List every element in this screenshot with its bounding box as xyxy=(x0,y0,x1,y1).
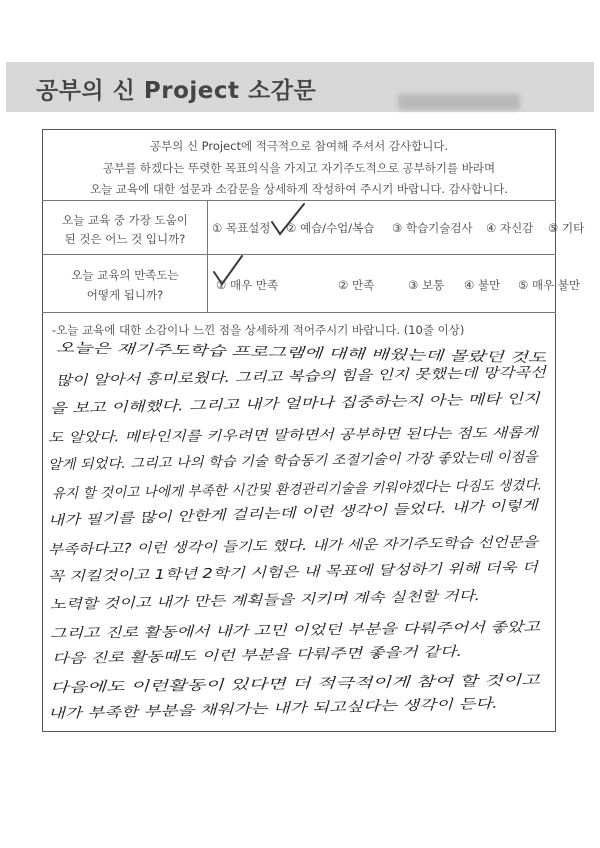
option-3[interactable]: ③ 학습기술검사 xyxy=(392,221,473,235)
essay-line-11: 그리고 진로 활동에서 내가 고민 이었던 부분을 다뤄주어서 좋았고 xyxy=(49,620,437,642)
option-4[interactable]: ④ 자신감 xyxy=(486,221,534,235)
option-2[interactable]: ② 예습/수업/복습 xyxy=(286,221,375,235)
check-mark-icon xyxy=(208,252,248,292)
essay-line-7: 내가 필기를 많이 안한게 걸리는데 이런 생각이 들었다. 내가 이렇게 xyxy=(47,500,443,529)
essay-line-4: 도 알았다. 메타인지를 키우려면 말하면서 공부하면 된다는 점도 새롭게 xyxy=(47,425,465,446)
essay-line-3: 을 보고 이해했다. 그리고 내가 얼마나 집중하는지 아는 메타 인지 xyxy=(49,393,432,417)
essay-line-1: 오늘은 재기주도학습 프로그램에 대해 배웠는데 몰랐던 것도 xyxy=(55,340,408,364)
option-5[interactable]: ⑤ 매우 불만 xyxy=(518,278,581,292)
intro-line-2: 공부를 하겠다는 뚜렷한 목표의식을 가지고 자기주도적으로 공부하기를 바라며 xyxy=(102,161,496,175)
essay-line-2: 많이 알아서 흥미로웠다. 그리고 복습의 힘을 인지 못했는데 망각곡선 xyxy=(55,365,460,389)
essay-prompt: -오늘 교육에 대한 소감이나 느낀 점을 상세하게 적어주시기 바랍니다. (10줄 이상) xyxy=(52,323,465,337)
essay-line-9: 꼭 지킬것이고 1학년 2학기 시험은 내 목표에 달성하기 위해 더욱 더 xyxy=(47,561,448,585)
option-1[interactable]: ① 목표설정 xyxy=(212,221,271,235)
essay-line-5: 알게 되었다. 그리고 나의 학습 기술 학습동기 조절기술이 가장 좋았는데 이점을 xyxy=(47,449,513,473)
option-3[interactable]: ③ 보통 xyxy=(408,278,445,292)
essay-line-6: 유지 할 것이고 나에게 부족한 시간및 환경관리기술을 키워야겠다는 다짐도 생겼다. xyxy=(51,477,539,502)
essay-line-12: 다음 진로 활동때도 이런 부분을 다뤄주면 좋을거 같다. xyxy=(51,645,374,667)
intro-line-3: 오늘 교육에 대한 설문과 소감문을 상세하게 작성하여 주시기 바랍니다. 감사합니다. xyxy=(90,182,508,196)
option-1[interactable]: ① 매우 만족 xyxy=(216,278,279,292)
question-label: 오늘 교육의 만족도는 어떻게 됩니까? xyxy=(42,255,208,312)
question-satisfaction xyxy=(42,255,581,313)
option-2[interactable]: ② 만족 xyxy=(338,278,375,292)
option-4[interactable]: ④ 불만 xyxy=(464,278,501,292)
essay-line-8: 부족하다고? 이런 생각이 들기도 했다. 내가 세운 자기주도학습 선언문을 xyxy=(47,535,472,558)
redacted-name-area xyxy=(398,94,520,110)
page-title: 공부의 신 Project 소감문 xyxy=(36,78,317,104)
essay-line-13: 다음에도 이런활동이 있다면 더 적극적이게 참여 할 것이고 xyxy=(49,674,394,696)
check-mark-icon xyxy=(264,200,310,240)
intro-section xyxy=(42,129,556,201)
question-label: 오늘 교육 중 가장 도움이 된 것은 어느 것 입니까? xyxy=(42,201,208,254)
option-5[interactable]: ⑤ 기타 xyxy=(548,221,585,235)
intro-line-1: 공부의 신 Project에 적극적으로 참여해 주셔서 감사합니다. xyxy=(149,139,449,153)
essay-line-14: 내가 부족한 부분을 채워가는 내가 되고싶다는 생각이 든다. xyxy=(47,698,396,722)
essay-line-10: 노력할 것이고 내가 만든 계획들을 지키며 계속 실천할 거다. xyxy=(49,589,402,613)
